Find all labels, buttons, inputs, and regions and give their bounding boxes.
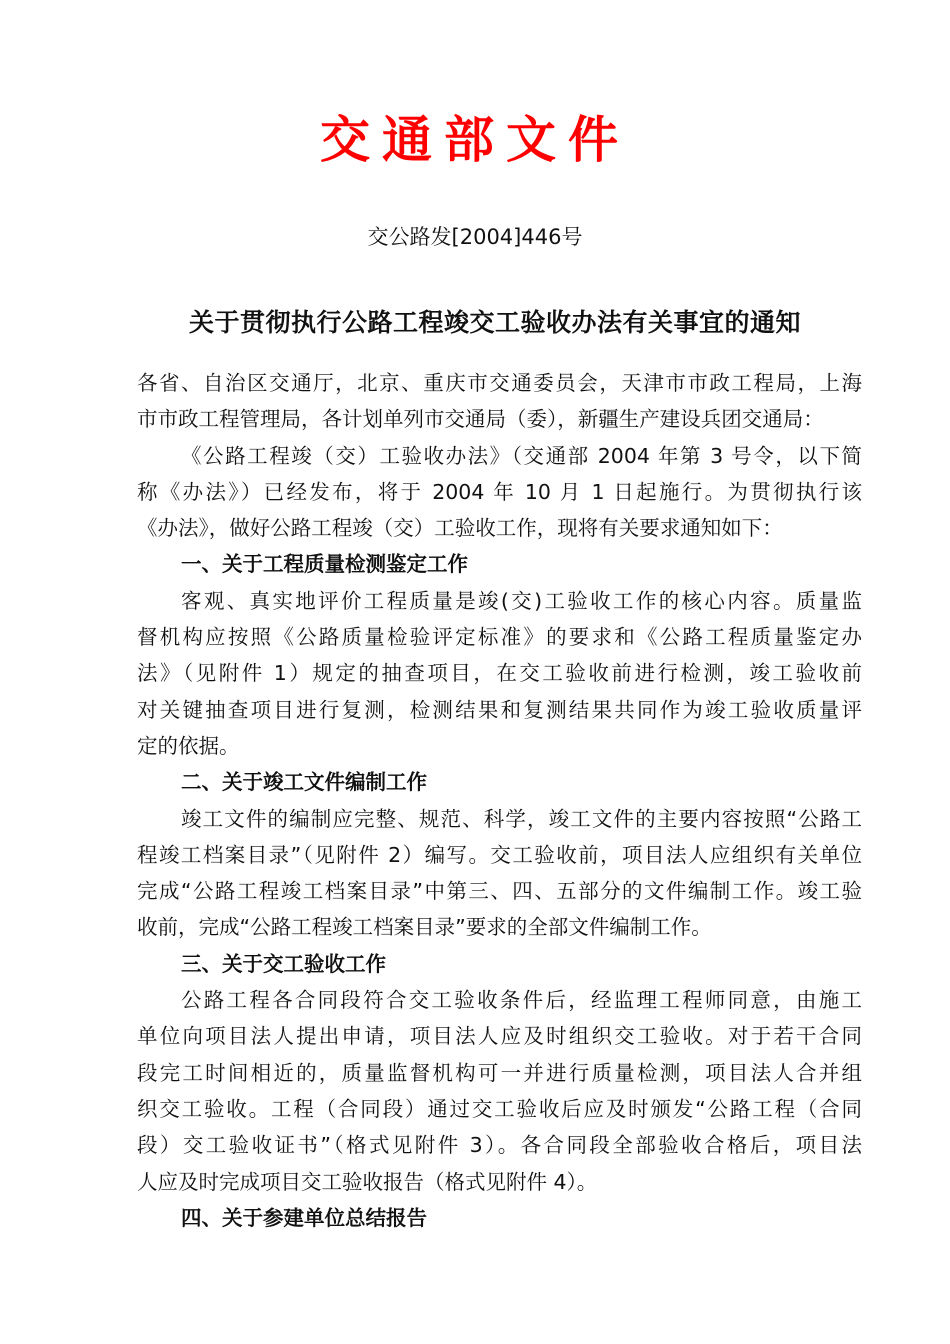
section-heading-1: 一、关于工程质量检测鉴定工作 bbox=[181, 552, 468, 577]
paragraph-line: 对关键抽查项目进行复测，检测结果和复测结果共同作为竣工验收质量评 bbox=[137, 697, 862, 722]
paragraph-line: 定的依据。 bbox=[137, 733, 240, 758]
paragraph-line: 称《办法》）已经发布，将于 2004 年 10 月 1 日起施行。为贯彻执行该 bbox=[137, 479, 862, 504]
paragraph-line: 织交工验收。工程（合同段）通过交工验收后应及时颁发“公路工程（合同 bbox=[137, 1096, 862, 1121]
section-heading-4: 四、关于参建单位总结报告 bbox=[181, 1205, 427, 1230]
document-header: 交通部文件 bbox=[320, 110, 630, 169]
section-heading-2: 二、关于竣工文件编制工作 bbox=[181, 770, 427, 795]
paragraph-line: 程竣工档案目录”（见附件 2）编写。交工验收前，项目法人应组织有关单位 bbox=[137, 842, 862, 867]
document-title: 关于贯彻执行公路工程竣交工验收办法有关事宜的通知 bbox=[188, 308, 801, 337]
paragraph-line: 《办法》，做好公路工程竣（交）工验收工作，现将有关要求通知如下： bbox=[137, 516, 783, 541]
paragraph-line: 公路工程各合同段符合交工验收条件后，经监理工程师同意，由施工 bbox=[181, 988, 862, 1013]
addressee-line: 各省、自治区交通厅，北京、重庆市交通委员会，天津市市政工程局，上海 bbox=[137, 371, 862, 395]
paragraph-line: 单位向项目法人提出申请，项目法人应及时组织交工验收。对于若干合同 bbox=[137, 1024, 862, 1049]
paragraph-line: 督机构应按照《公路质量检验评定标准》的要求和《公路工程质量鉴定办 bbox=[137, 625, 862, 650]
paragraph-line: 段完工时间相近的，质量监督机构可一并进行质量检测，项目法人合并组 bbox=[137, 1060, 862, 1085]
document-number: 交公路发[2004]446号 bbox=[367, 225, 583, 249]
document-body bbox=[137, 365, 862, 1236]
addressee-line: 市市政工程管理局，各计划单列市交通局（委），新疆生产建设兵团交通局： bbox=[137, 407, 824, 432]
paragraph-line: 完成“公路工程竣工档案目录”中第三、四、五部分的文件编制工作。竣工验 bbox=[137, 879, 862, 904]
paragraph-line: 人应及时完成项目交工验收报告（格式见附件 4）。 bbox=[137, 1169, 598, 1194]
paragraph-line: 段）交工验收证书”（格式见附件 3）。各合同段全部验收合格后，项目法 bbox=[137, 1133, 862, 1158]
paragraph-line: 法》（见附件 1）规定的抽查项目，在交工验收前进行检测，竣工验收前 bbox=[137, 661, 862, 686]
paragraph-line: 竣工文件的编制应完整、规范、科学，竣工文件的主要内容按照“公路工 bbox=[181, 806, 862, 831]
paragraph-line: 收前，完成“公路工程竣工档案目录”要求的全部文件编制工作。 bbox=[137, 915, 712, 940]
section-heading-3: 三、关于交工验收工作 bbox=[181, 951, 386, 976]
paragraph-line: 《公路工程竣（交）工验收办法》（交通部 2004 年第 3 号令，以下简 bbox=[181, 443, 862, 468]
paragraph-line: 客观、真实地评价工程质量是竣(交)工验收工作的核心内容。质量监 bbox=[181, 588, 862, 613]
